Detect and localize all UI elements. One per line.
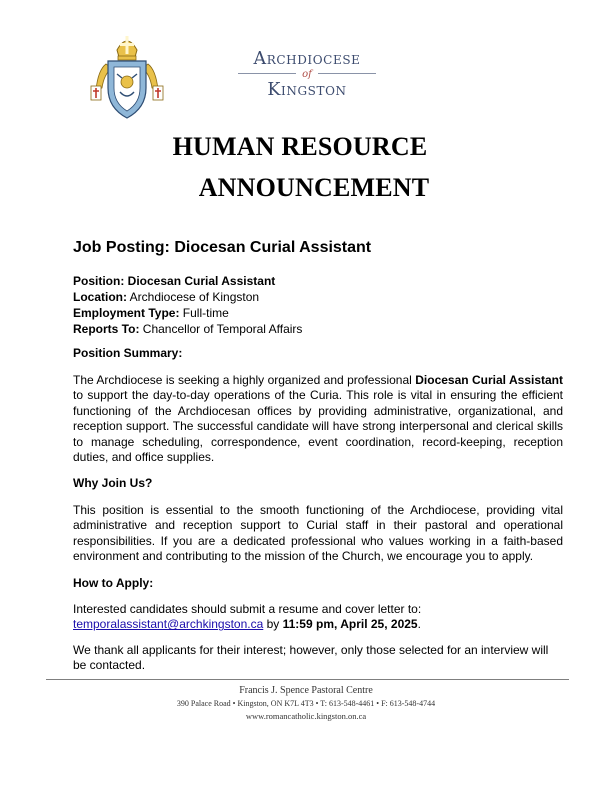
logo-rule-right [318,73,376,74]
job-posting-heading: Job Posting: Diocesan Curial Assistant [73,239,372,256]
footer-address: 390 Palace Road • Kingston, ON K7L 4T3 • T: 613-548-4461 • F: 613-548-4744 [176,699,436,708]
apply-instructions: Interested candidates should submit a resume and cover letter to: [73,602,422,616]
how-to-apply-text [73,602,563,633]
field-position: Position: Diocesan Curial Assistant [73,274,276,288]
archdiocese-crest-icon [84,30,170,122]
title-line-2: ANNOUNCEMENT [198,173,430,202]
archdiocese-wordmark [232,49,382,100]
how-to-apply-heading: How to Apply: [73,576,154,590]
footer-website: www.romancatholic.kingston.on.ca [245,711,367,721]
footer-divider [46,679,569,680]
why-join-heading: Why Join Us? [73,476,153,490]
footer-centre-name: Francis J. Spence Pastoral Centre [239,685,373,696]
apply-contact-line: temporalassistant@archkingston.ca by 11:59 pm, April 25, 2025. [73,617,421,632]
why-join-text: This position is essential to the smooth functioning of the Archdiocese, providing vital administrative and reception support to Curial staff in their pastoral and operational responsibilities. If you are a dedicated professional who values working in a faith-based environment and contributing to the mission of the Church, we encourage you to apply. [73,503,563,564]
logo-of-text: of [302,69,312,80]
field-location: Location: Archdiocese of Kingston [73,290,260,304]
logo-rule-left [238,73,296,74]
apply-deadline: 11:59 pm, April 25, 2025 [282,617,418,632]
field-reports-to: Reports To: Chancellor of Temporal Affairs [73,322,303,336]
logo-archdiocese-text: Archdiocese [253,49,361,69]
field-employment-type: Employment Type: Full-time [73,306,229,320]
thanks-text: We thank all applicants for their interest; however, only those selected for an interview will be contacted. [73,643,549,673]
title-line-1: HUMAN RESOURCE [172,132,428,161]
position-summary-heading: Position Summary: [73,346,183,360]
job-fields [73,273,563,337]
apply-email-link[interactable]: temporalassistant@archkingston.ca [73,617,264,632]
position-summary-text: The Archdiocese is seeking a highly organized and professional Diocesan Curial Assistant to support the day-to-day operations of the Curia. This role is vital in ensuring the efficient functioning of the Archdiocesan offices by providing administrative, organizational, and reception support. The successful candidate will have strong interpersonal and clerical skills to manage scheduling, correspondence, event coordination, record-keeping, reception duties, and office supplies. [73,373,563,465]
logo-kingston-text: Kingston [267,80,347,100]
